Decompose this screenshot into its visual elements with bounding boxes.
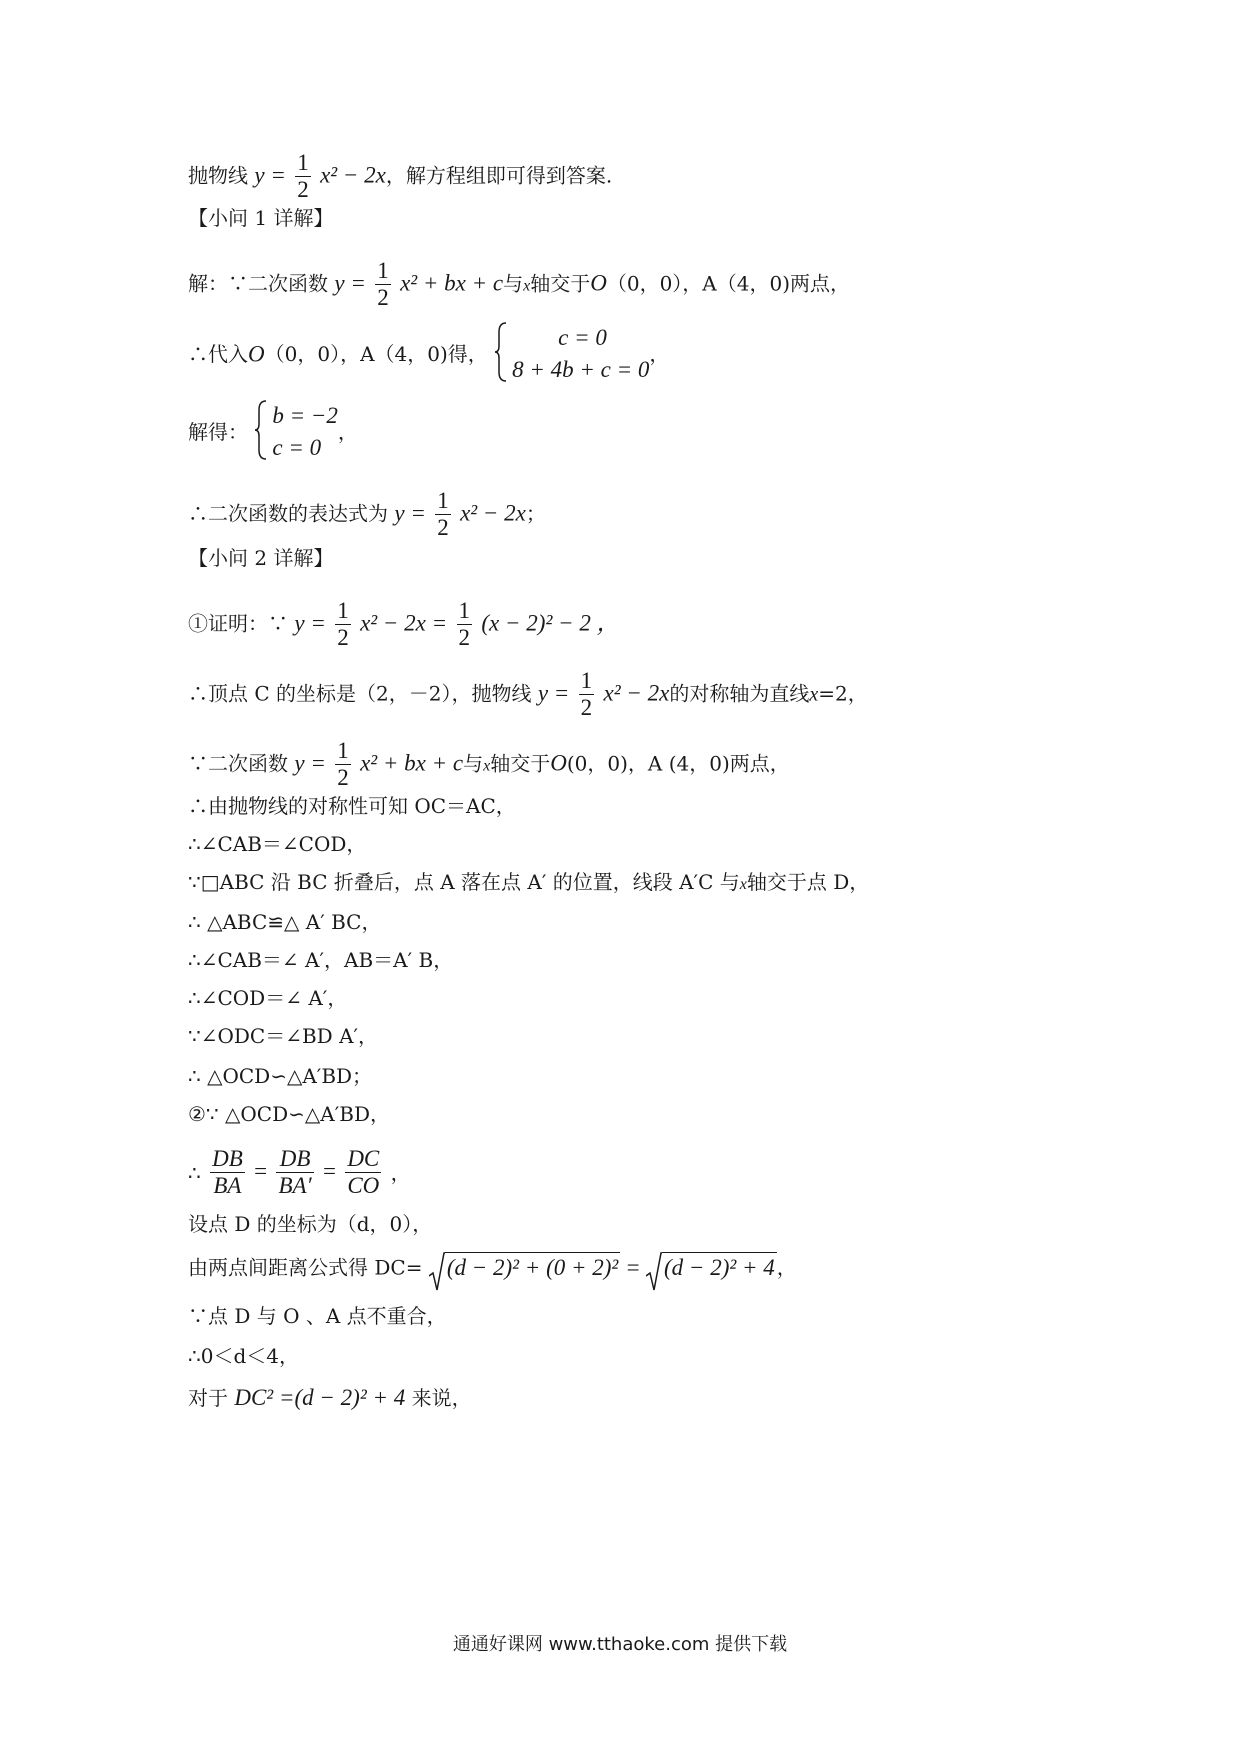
- radical-icon: [429, 1252, 445, 1292]
- math-expr: x² − 2x: [320, 162, 386, 188]
- equation-system-1: c = 0 8 + 4b + c = 0: [494, 322, 649, 386]
- sqrt-expr-1: (d − 2)² + (0 + 2)²: [429, 1256, 621, 1279]
- line-4: ∴代入O（0，0），A（4，0)得， c = 0 8 + 4b + c = 0 ，: [188, 322, 669, 386]
- equation-system-2: b = −2 c = 0: [254, 400, 338, 464]
- text: ，解方程组即可得到答案.: [385, 163, 613, 188]
- line-23: ∵点 D 与 O 、A 点不重合，: [188, 1304, 447, 1328]
- line-15: ∴∠CAB＝∠ A′，AB＝A′ B，: [188, 948, 454, 972]
- line-17: ∵∠ODC＝∠BD A′，: [188, 1024, 379, 1048]
- text: 抛物线: [188, 163, 248, 188]
- line-18: ∴ △OCD∽△A′BD；: [188, 1064, 373, 1088]
- line-6: ∴二次函数的表达式为 y = $\frac{1}{2}$ x² − 2x；: [188, 488, 546, 541]
- line-22: 由两点间距离公式得 DC= (d − 2)² + (0 + 2)² = (d − 2)² + 4 ，: [188, 1256, 797, 1279]
- line-9: ∴顶点 C 的坐标是（2，－2），抛物线 y = $\frac{1}{2}$ x² − 2x的对称轴为直线x=2，: [188, 668, 868, 721]
- fraction-half: $\frac{1}{2}$: [377, 258, 389, 311]
- line-3: 解：∵二次函数 y = $\frac{1}{2}$ x² + bx + c与x轴交于O（0，0），A（4，0)两点，: [188, 258, 851, 311]
- fraction-half: $\frac{1}{2}$: [580, 668, 593, 721]
- line-5: 解得： b = −2 c = 0 ，: [188, 400, 358, 464]
- line-19: ②∵ △OCD∽△A′BD，: [188, 1102, 390, 1126]
- line-12: ∴∠CAB＝∠COD，: [188, 832, 367, 856]
- fraction-db-ba: $\frac{DB}{BA}$: [212, 1146, 243, 1199]
- section-heading-q1: 【小问 1 详解】: [188, 206, 334, 230]
- line-10: ∵二次函数 y = $\frac{1}{2}$ x² + bx + c与x轴交于O(0，0)，A (4，0)两点，: [188, 738, 790, 791]
- page-footer: 通通好课网 www.tthaoke.com 提供下载: [452, 1634, 788, 1655]
- line-25: 对于 DC² =(d − 2)² + 4 来说，: [188, 1385, 472, 1410]
- line-8: ①证明：∵ y = $\frac{1}{2}$ x² − 2x = $\frac{1}{2}$ (x − 2)² − 2 ，: [188, 598, 620, 651]
- line-16: ∴∠COD＝∠ A′，: [188, 986, 348, 1010]
- line-14: ∴ △ABC≌△ A′ BC，: [188, 910, 382, 934]
- radical-icon: [646, 1252, 662, 1292]
- sqrt-expr-2: (d − 2)² + 4: [646, 1256, 777, 1279]
- line-24: ∴0＜d＜4，: [188, 1344, 299, 1368]
- line-13: ∵□ABC 沿 BC 折叠后，点 A 落在点 A′ 的位置，线段 A′C 与x轴交于点 D，: [188, 870, 870, 894]
- fraction-dc-co: $\frac{DC}{CO}$: [347, 1146, 380, 1199]
- fraction-half: $\frac{1}{2}$: [337, 598, 349, 651]
- line-20: ∴ $\frac{DB}{BA}$ = $\frac{DB}{BA'}$ = $\frac{DC}{CO}$ ，: [188, 1146, 411, 1199]
- math-y-eq: y =: [254, 162, 286, 188]
- line-1: [188, 150, 612, 204]
- line-21: 设点 D 的坐标为（d，0），: [188, 1212, 433, 1236]
- fraction-db-bap: $\frac{DB}{BA'}$: [278, 1146, 312, 1199]
- fraction-half: $\frac{1}{2}$: [337, 738, 349, 791]
- brace-icon: [254, 400, 268, 460]
- fraction-half: $\frac{1}{2}$: [458, 598, 471, 651]
- brace-icon: [494, 322, 508, 382]
- fraction-half: $\frac{1}{2}$: [437, 488, 449, 541]
- fraction-half: $\frac{1}{2}$: [297, 150, 309, 203]
- section-heading-q2: 【小问 2 详解】: [188, 546, 334, 570]
- line-11: ∴由抛物线的对称性可知 OC＝AC，: [188, 794, 516, 818]
